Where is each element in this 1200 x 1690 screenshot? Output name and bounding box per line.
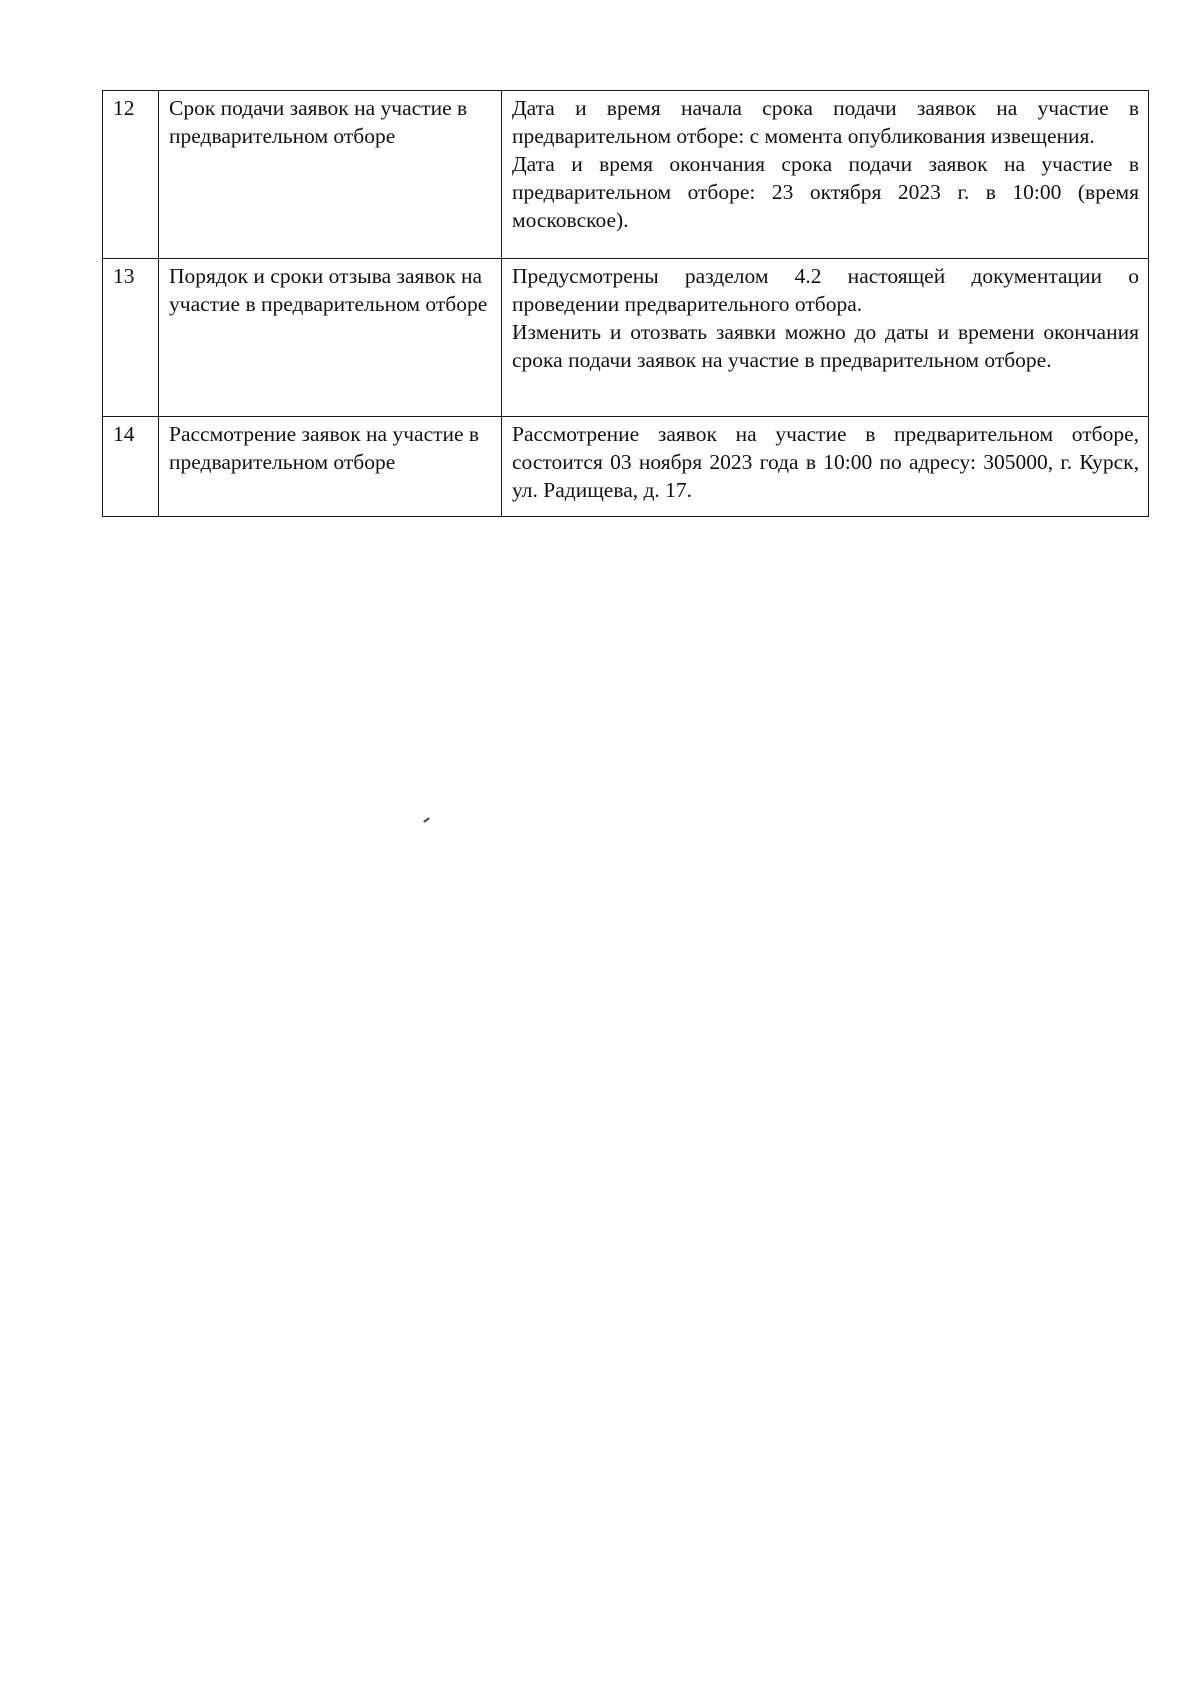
procurement-info-table bbox=[102, 90, 1149, 517]
table-row bbox=[103, 91, 1149, 259]
description-paragraph: Дата и время начала срока подачи заявок на участие в предварительном отборе: с момента опубликования извещения. bbox=[512, 96, 1139, 148]
table-row bbox=[103, 259, 1149, 417]
description-paragraph: Дата и время окончания срока подачи заявок на участие в предварительном отборе: 23 октября 2023 г. в 10:00 (время московское). bbox=[512, 152, 1139, 232]
row-name-text: Срок подачи заявок на участие в предварительном отборе bbox=[169, 96, 468, 148]
row-name bbox=[159, 259, 502, 417]
row-name bbox=[159, 417, 502, 517]
row-number: 14 bbox=[103, 417, 159, 517]
description-paragraph: Рассмотрение заявок на участие в предварительном отборе, состоится 03 ноября 2023 года в 10:00 по адресу: 305000, г. Курск, ул. Радищева, д. 17. bbox=[512, 422, 1139, 502]
scan-artifact bbox=[423, 817, 430, 823]
table-row bbox=[103, 417, 1149, 517]
row-description bbox=[502, 259, 1149, 417]
row-number: 13 bbox=[103, 259, 159, 417]
row-description bbox=[502, 91, 1149, 259]
row-name bbox=[159, 91, 502, 259]
row-name-text: Порядок и сроки отзыва заявок на участие в предварительном отборе bbox=[169, 264, 488, 316]
row-name-text: Рассмотрение заявок на участие в предварительном отборе bbox=[169, 422, 480, 474]
row-description bbox=[502, 417, 1149, 517]
row-number: 12 bbox=[103, 91, 159, 259]
description-paragraph: Предусмотрены разделом 4.2 настоящей документации о проведении предварительного отбора. bbox=[512, 264, 1139, 316]
description-paragraph: Изменить и отозвать заявки можно до даты и времени окончания срока подачи заявок на участие в предварительном отборе. bbox=[512, 320, 1139, 372]
